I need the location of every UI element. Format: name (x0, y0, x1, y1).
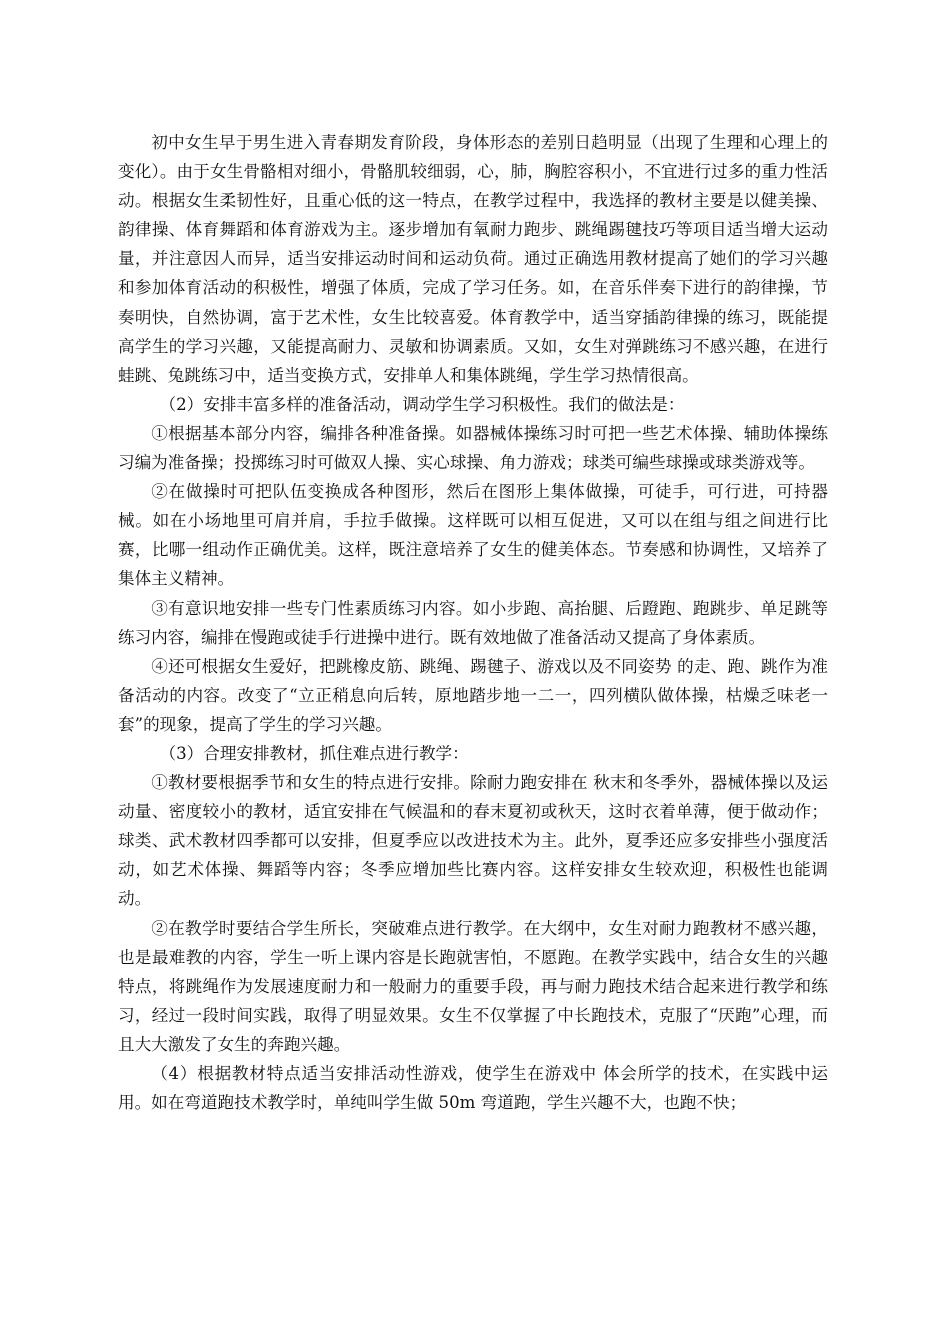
list-item-2-4: ④还可根据女生爱好，把跳橡皮筋、跳绳、踢毽子、游戏以及不同姿势 的走、跑、跳作为准备活动的内容。改变了“立正稍息向后转，原地踏步地一二一，四列横队做体操，枯燥乏味老一套”的现象，提高了学生的学习兴趣。 (118, 656, 828, 734)
list-item-2-3: ③有意识地安排一些专门性素质练习内容。如小步跑、高抬腿、后蹬跑、跑跳步、单足跳等练习内容，编排在慢跑或徒手行进操中进行。既有效地做了准备活动又提高了身体素质。 (118, 598, 828, 647)
document-body (118, 128, 828, 1117)
list-item-3-1: ①教材要根据季节和女生的特点进行安排。除耐力跑安排在 秋末和冬季外，器械体操以及运动量、密度较小的教材，适宜安排在气候温和的春末夏初或秋天，这时衣着单薄，便于做动作；球类、武术教材四季都可以安排，但夏季应以改进技术为主。此外，夏季还应多安排些小强度活动，如艺术体操、舞蹈等内容；冬季应增加些比赛内容。这样安排女生较欢迎，积极性也能调动。 (118, 773, 828, 909)
section-heading-3: （3）合理安排教材，抓住难点进行教学： (159, 743, 469, 763)
section-paragraph-4: （4）根据教材特点适当安排活动性游戏，使学生在游戏中 体会所学的技术，在实践中运用。如在弯道跑技术教学时，单纯叫学生做 50m 弯道跑，学生兴趣不大，也跑不快； (118, 1064, 828, 1113)
paragraph-intro: 初中女生早于男生进入青春期发育阶段，身体形态的差别日趋明显（出现了生理和心理上的变化）。由于女生骨骼相对细小，骨骼肌较细弱，心，肺，胸腔容积小，不宜进行过多的重力性活动。根据女生柔韧性好，且重心低的这一特点，在教学过程中，我选择的教材主要是以健美操、韵律操、体育舞蹈和体育游戏为主。逐步增加有氧耐力跑步、跳绳踢毽技巧等项目适当增大运动量，并注意因人而异，适当安排运动时间和运动负荷。通过正确选用教材提高了她们的学习兴趣和参加体育活动的积极性，增强了体质，完成了学习任务。如，在音乐伴奏下进行的韵律操，节奏明快，自然协调，富于艺术性，女生比较喜爱。体育教学中，适当穿插韵律操的练习，既能提高学生的学习兴趣，又能提高耐力、灵敏和协调素质。又如，女生对弹跳练习不感兴趣，在进行蛙跳、兔跳练习中，适当变换方式，安排单人和集体跳绳，学生学习热情很高。 (118, 133, 828, 385)
list-item-2-1: ①根据基本部分内容，编排各种准备操。如器械体操练习时可把一些艺术体操、辅助体操练习编为准备操；投掷练习时可做双人操、实心球操、角力游戏；球类可编些球操或球类游戏等。 (118, 423, 828, 473)
section-heading-2: （2）安排丰富多样的准备活动，调动学生学习积极性。我们的做法是： (159, 394, 685, 414)
list-item-2-2: ②在做操时可把队伍变换成各种图形，然后在图形上集体做操，可徒手，可行进，可持器械。如在小场地里可肩并肩，手拉手做操。这样既可以相互促进，又可以在组与组之间进行比赛，比哪一组动作正确优美。这样，既注意培养了女生的健美体态。节奏感和协调性，又培养了集体主义精神。 (118, 482, 828, 589)
list-item-3-2: ②在教学时要结合学生所长，突破难点进行教学。在大纲中，女生对耐力跑教材不感兴趣，也是最难教的内容，学生一听上课内容是长跑就害怕，不愿跑。在教学实践中，结合女生的兴趣特点，将跳绳作为发展速度耐力和一般耐力的重要手段，再与耐力跑技术结合起来进行教学和练习，经过一段时间实践，取得了明显效果。女生不仅掌握了中长跑技术，克服了“厌跑”心理，而且大大激发了女生的奔跑兴趣。 (118, 918, 828, 1054)
